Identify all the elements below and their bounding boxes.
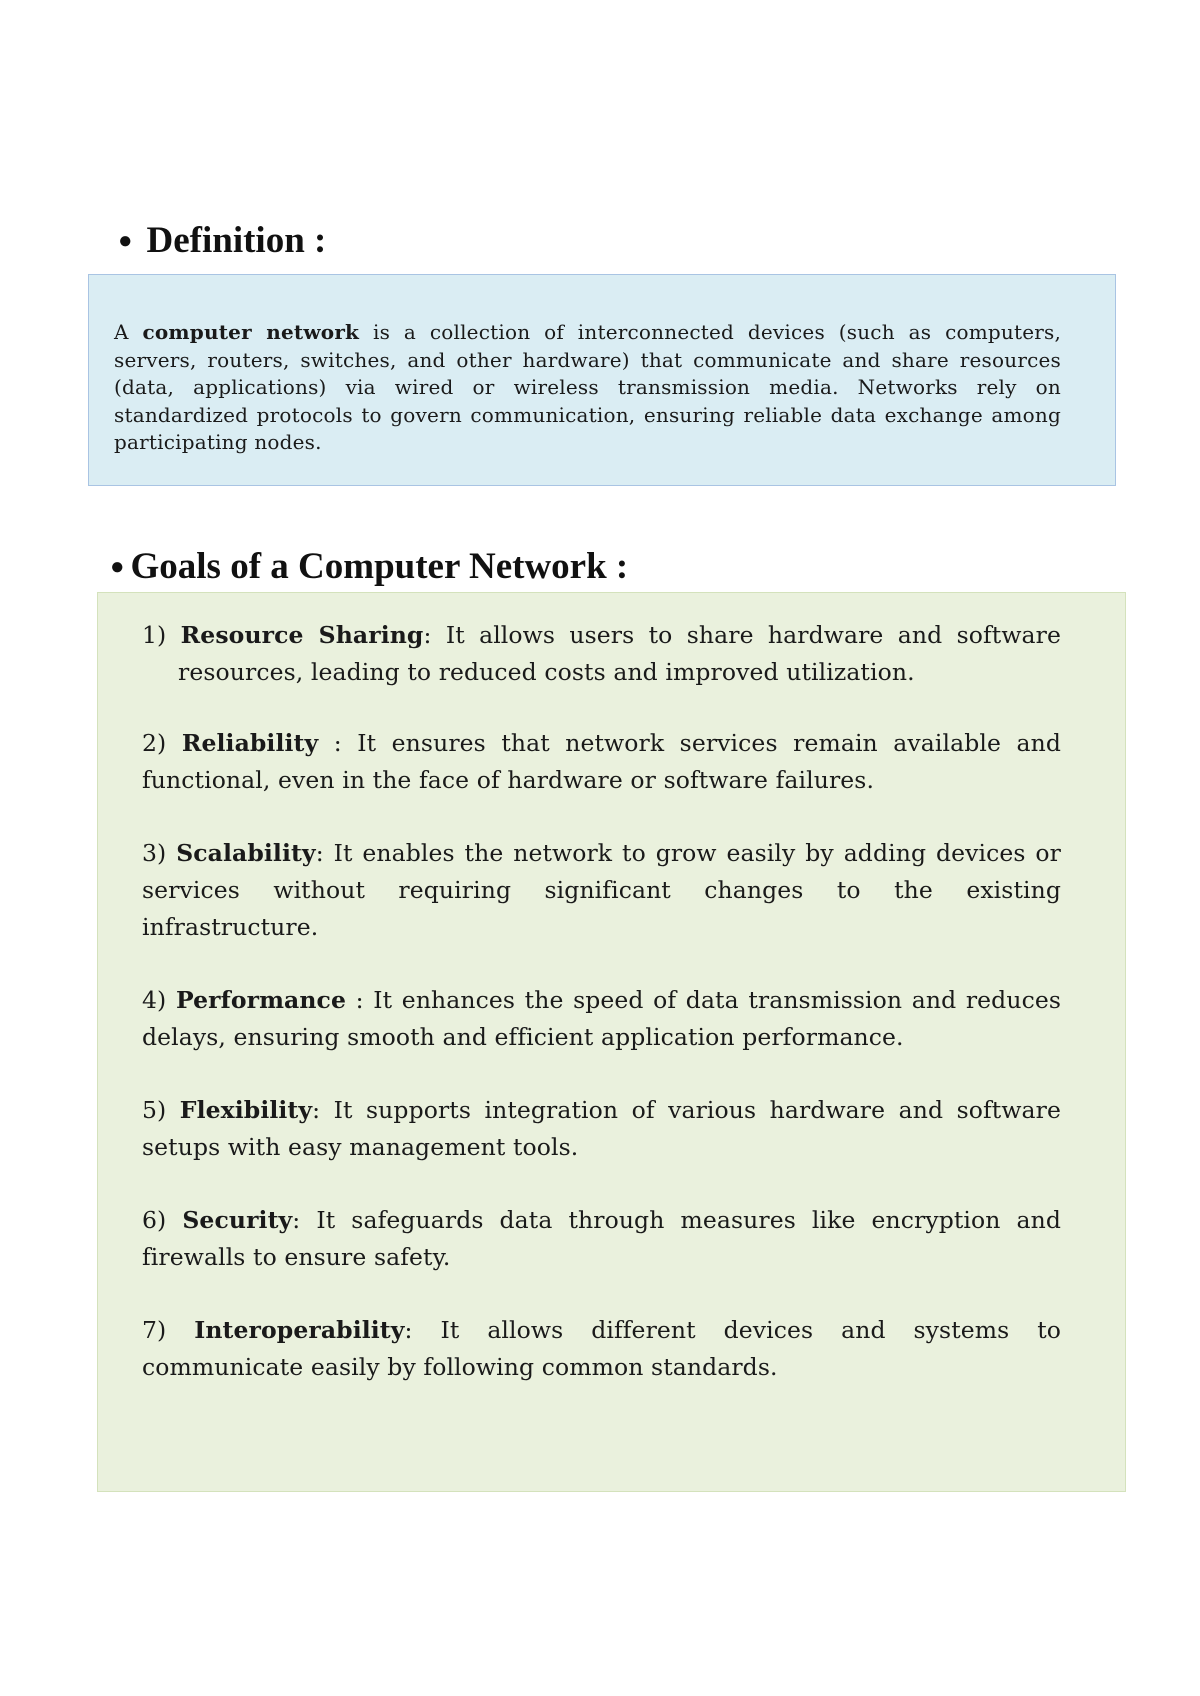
definition-heading (118, 222, 326, 259)
goal-separator: : (423, 621, 446, 649)
goal-item-interoperability (142, 1312, 1061, 1386)
goal-separator: : (315, 839, 334, 867)
goal-number: 5) (142, 1096, 180, 1124)
goal-separator: : (312, 1096, 334, 1124)
definition-term: computer network (142, 320, 360, 344)
goal-number: 7) (142, 1316, 195, 1344)
goal-term: Performance (175, 986, 347, 1014)
goal-separator: : (346, 986, 374, 1014)
goal-separator: : (318, 729, 358, 757)
goal-term: Interoperability (194, 1316, 405, 1344)
definition-heading-text: Definition : (146, 220, 327, 261)
goal-text: It enables the network to grow easily by adding devices or services without requiring significant changes to the existing infrastructure. (142, 839, 1061, 941)
goal-item-reliability (142, 725, 1061, 799)
goal-term: Security (182, 1206, 293, 1234)
goal-item-scalability (142, 835, 1061, 946)
goal-separator: : (404, 1316, 441, 1344)
definition-body: is a collection of interconnected devices (such as computers, servers, routers, switches, and other hardware) that communicate and share resources (data, applications) via wired or wireless transmission media. Networks rely on standardized protocols to govern communication, ensuring reliable data exchange among participating nodes. (114, 320, 1062, 454)
bullet-icon: ● (110, 553, 125, 580)
goal-text: It allows different devices and systems to communicate easily by following common standards. (142, 1316, 1062, 1381)
goals-heading-text: Goals of a Computer Network : (130, 546, 629, 587)
goal-item-security (142, 1202, 1061, 1276)
goal-item-resource-sharing (142, 617, 1061, 691)
definition-paragraph (114, 319, 1061, 457)
goal-number: 4) (142, 986, 176, 1014)
definition-intro: A (114, 320, 143, 344)
goals-heading (110, 548, 628, 585)
goal-term: Flexibility (179, 1096, 313, 1124)
goal-term: Scalability (176, 839, 316, 867)
goal-term: Resource Sharing (180, 621, 424, 649)
goal-text: It supports integration of various hardware and software setups with easy management tools. (142, 1096, 1061, 1161)
goals-box (97, 592, 1126, 1492)
goal-text: It ensures that network services remain available and functional, even in the face of hardware or software failures. (142, 729, 1061, 794)
goal-text: It enhances the speed of data transmission and reduces delays, ensuring smooth and efficient application performance. (142, 986, 1061, 1051)
goal-number: 6) (142, 1206, 183, 1234)
goal-item-performance (142, 982, 1061, 1056)
goal-number: 2) (142, 729, 182, 757)
goal-item-flexibility (142, 1092, 1061, 1166)
goal-number: 1) (142, 621, 181, 649)
goal-separator: : (292, 1206, 317, 1234)
definition-box (88, 274, 1116, 486)
goal-term: Reliability (181, 729, 319, 757)
goal-number: 3) (142, 839, 177, 867)
goal-text: It allows users to share hardware and software resources, leading to reduced costs and improved utilization. (178, 621, 1062, 686)
goal-text: It safeguards data through measures like encryption and firewalls to ensure safety. (142, 1206, 1062, 1271)
bullet-icon: ● (118, 227, 133, 254)
